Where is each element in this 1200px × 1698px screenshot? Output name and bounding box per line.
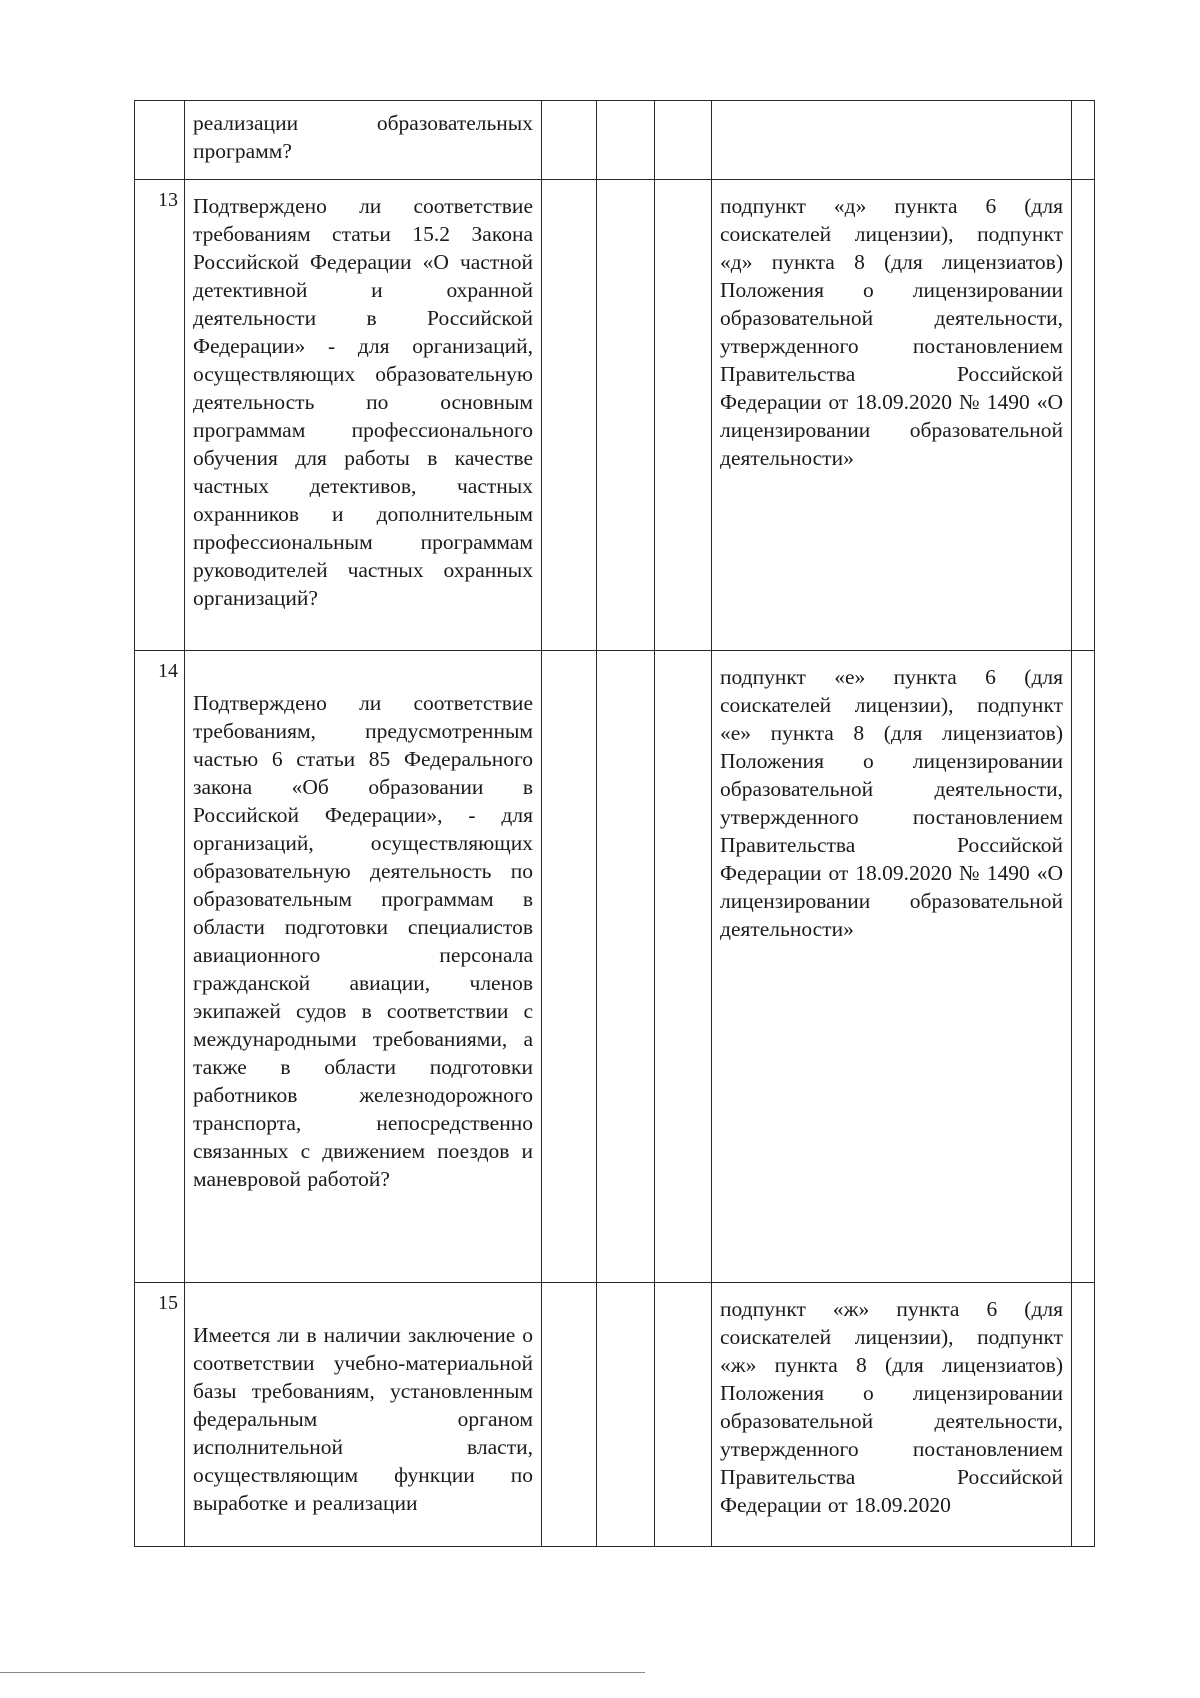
row-number-cell — [135, 1283, 185, 1547]
row-number — [135, 101, 184, 111]
reference-text — [712, 101, 1071, 121]
empty-cell — [655, 180, 712, 651]
row-number: 15 — [158, 1292, 178, 1314]
reference-text: подпункт «д» пункта 6 (для соискателей лицензии), подпункт «д» пункта 8 (для лицензиатов) Положения о лицензировании образовательной деятельности, утвержденного постановлением Правительства Российской Федерации от 18.09.2020 № 1490 «О лицензировании образовательной деятельности» — [720, 194, 1063, 470]
reference-cell — [712, 180, 1072, 651]
empty-cell — [1072, 1283, 1095, 1547]
empty-cell — [542, 180, 597, 651]
empty-cell — [542, 101, 597, 180]
question-cell — [185, 1283, 542, 1547]
empty-cell — [1072, 180, 1095, 651]
question-text: реализации образовательных программ? — [193, 111, 533, 163]
question-text: Имеется ли в наличии заключение о соответствии учебно-материальной базы требованиям, установленным федеральным органом исполнительной власти, осуществляющим функции по выработке и реализации — [193, 1323, 533, 1515]
empty-cell — [655, 651, 712, 1283]
row-number-cell — [135, 180, 185, 651]
reference-cell — [712, 1283, 1072, 1547]
table-row — [135, 1283, 1095, 1547]
empty-cell — [542, 1283, 597, 1547]
table-row — [135, 651, 1095, 1283]
question-cell — [185, 180, 542, 651]
reference-text: подпункт «ж» пункта 6 (для соискателей лицензии), подпункт «ж» пункта 8 (для лицензиатов) Положения о лицензировании образовательной деятельности, утвержденного постановлением Правительства Российской Федерации от 18.09.2020 — [720, 1297, 1063, 1517]
empty-cell — [597, 180, 655, 651]
question-text: Подтверждено ли соответствие требованиям статьи 15.2 Закона Российской Федерации «О частной детективной и охранной деятельности в Российской Федерации» - для организаций, осуществляющих образовательную деятельность по основным программам профессионального обучения для работы в качестве частных детективов, частных охранников и дополнительным профессиональным программам руководителей частных охранных организаций? — [193, 194, 533, 610]
checklist-table — [134, 100, 1095, 1547]
row-number: 13 — [158, 189, 178, 211]
question-text: Подтверждено ли соответствие требованиям, предусмотренным частью 6 статьи 85 Федерального закона «Об образовании в Российской Федерации», - для организаций, осуществляющих образовательную деятельность по образовательным программам в области подготовки специалистов авиационного персонала гражданской авиации, членов экипажей судов в соответствии с международными требованиями, а также в области подготовки работников железнодорожного транспорта, непосредственно связанных с движением поездов и маневровой работой? — [193, 691, 533, 1191]
empty-cell — [597, 1283, 655, 1547]
empty-cell — [655, 1283, 712, 1547]
question-cell — [185, 101, 542, 180]
row-number-cell — [135, 651, 185, 1283]
table-row — [135, 180, 1095, 651]
row-number: 14 — [158, 660, 178, 682]
footer-divider — [0, 1672, 645, 1673]
empty-cell — [655, 101, 712, 180]
empty-cell — [1072, 651, 1095, 1283]
empty-cell — [597, 101, 655, 180]
reference-cell — [712, 651, 1072, 1283]
reference-cell — [712, 101, 1072, 180]
empty-cell — [1072, 101, 1095, 180]
row-number-cell — [135, 101, 185, 180]
empty-cell — [542, 651, 597, 1283]
reference-text: подпункт «е» пункта 6 (для соискателей лицензии), подпункт «е» пункта 8 (для лицензиатов) Положения о лицензировании образовательной деятельности, утвержденного постановлением Правительства Российской Федерации от 18.09.2020 № 1490 «О лицензировании образовательной деятельности» — [720, 665, 1063, 941]
empty-cell — [597, 651, 655, 1283]
table-row — [135, 101, 1095, 180]
question-cell — [185, 651, 542, 1283]
